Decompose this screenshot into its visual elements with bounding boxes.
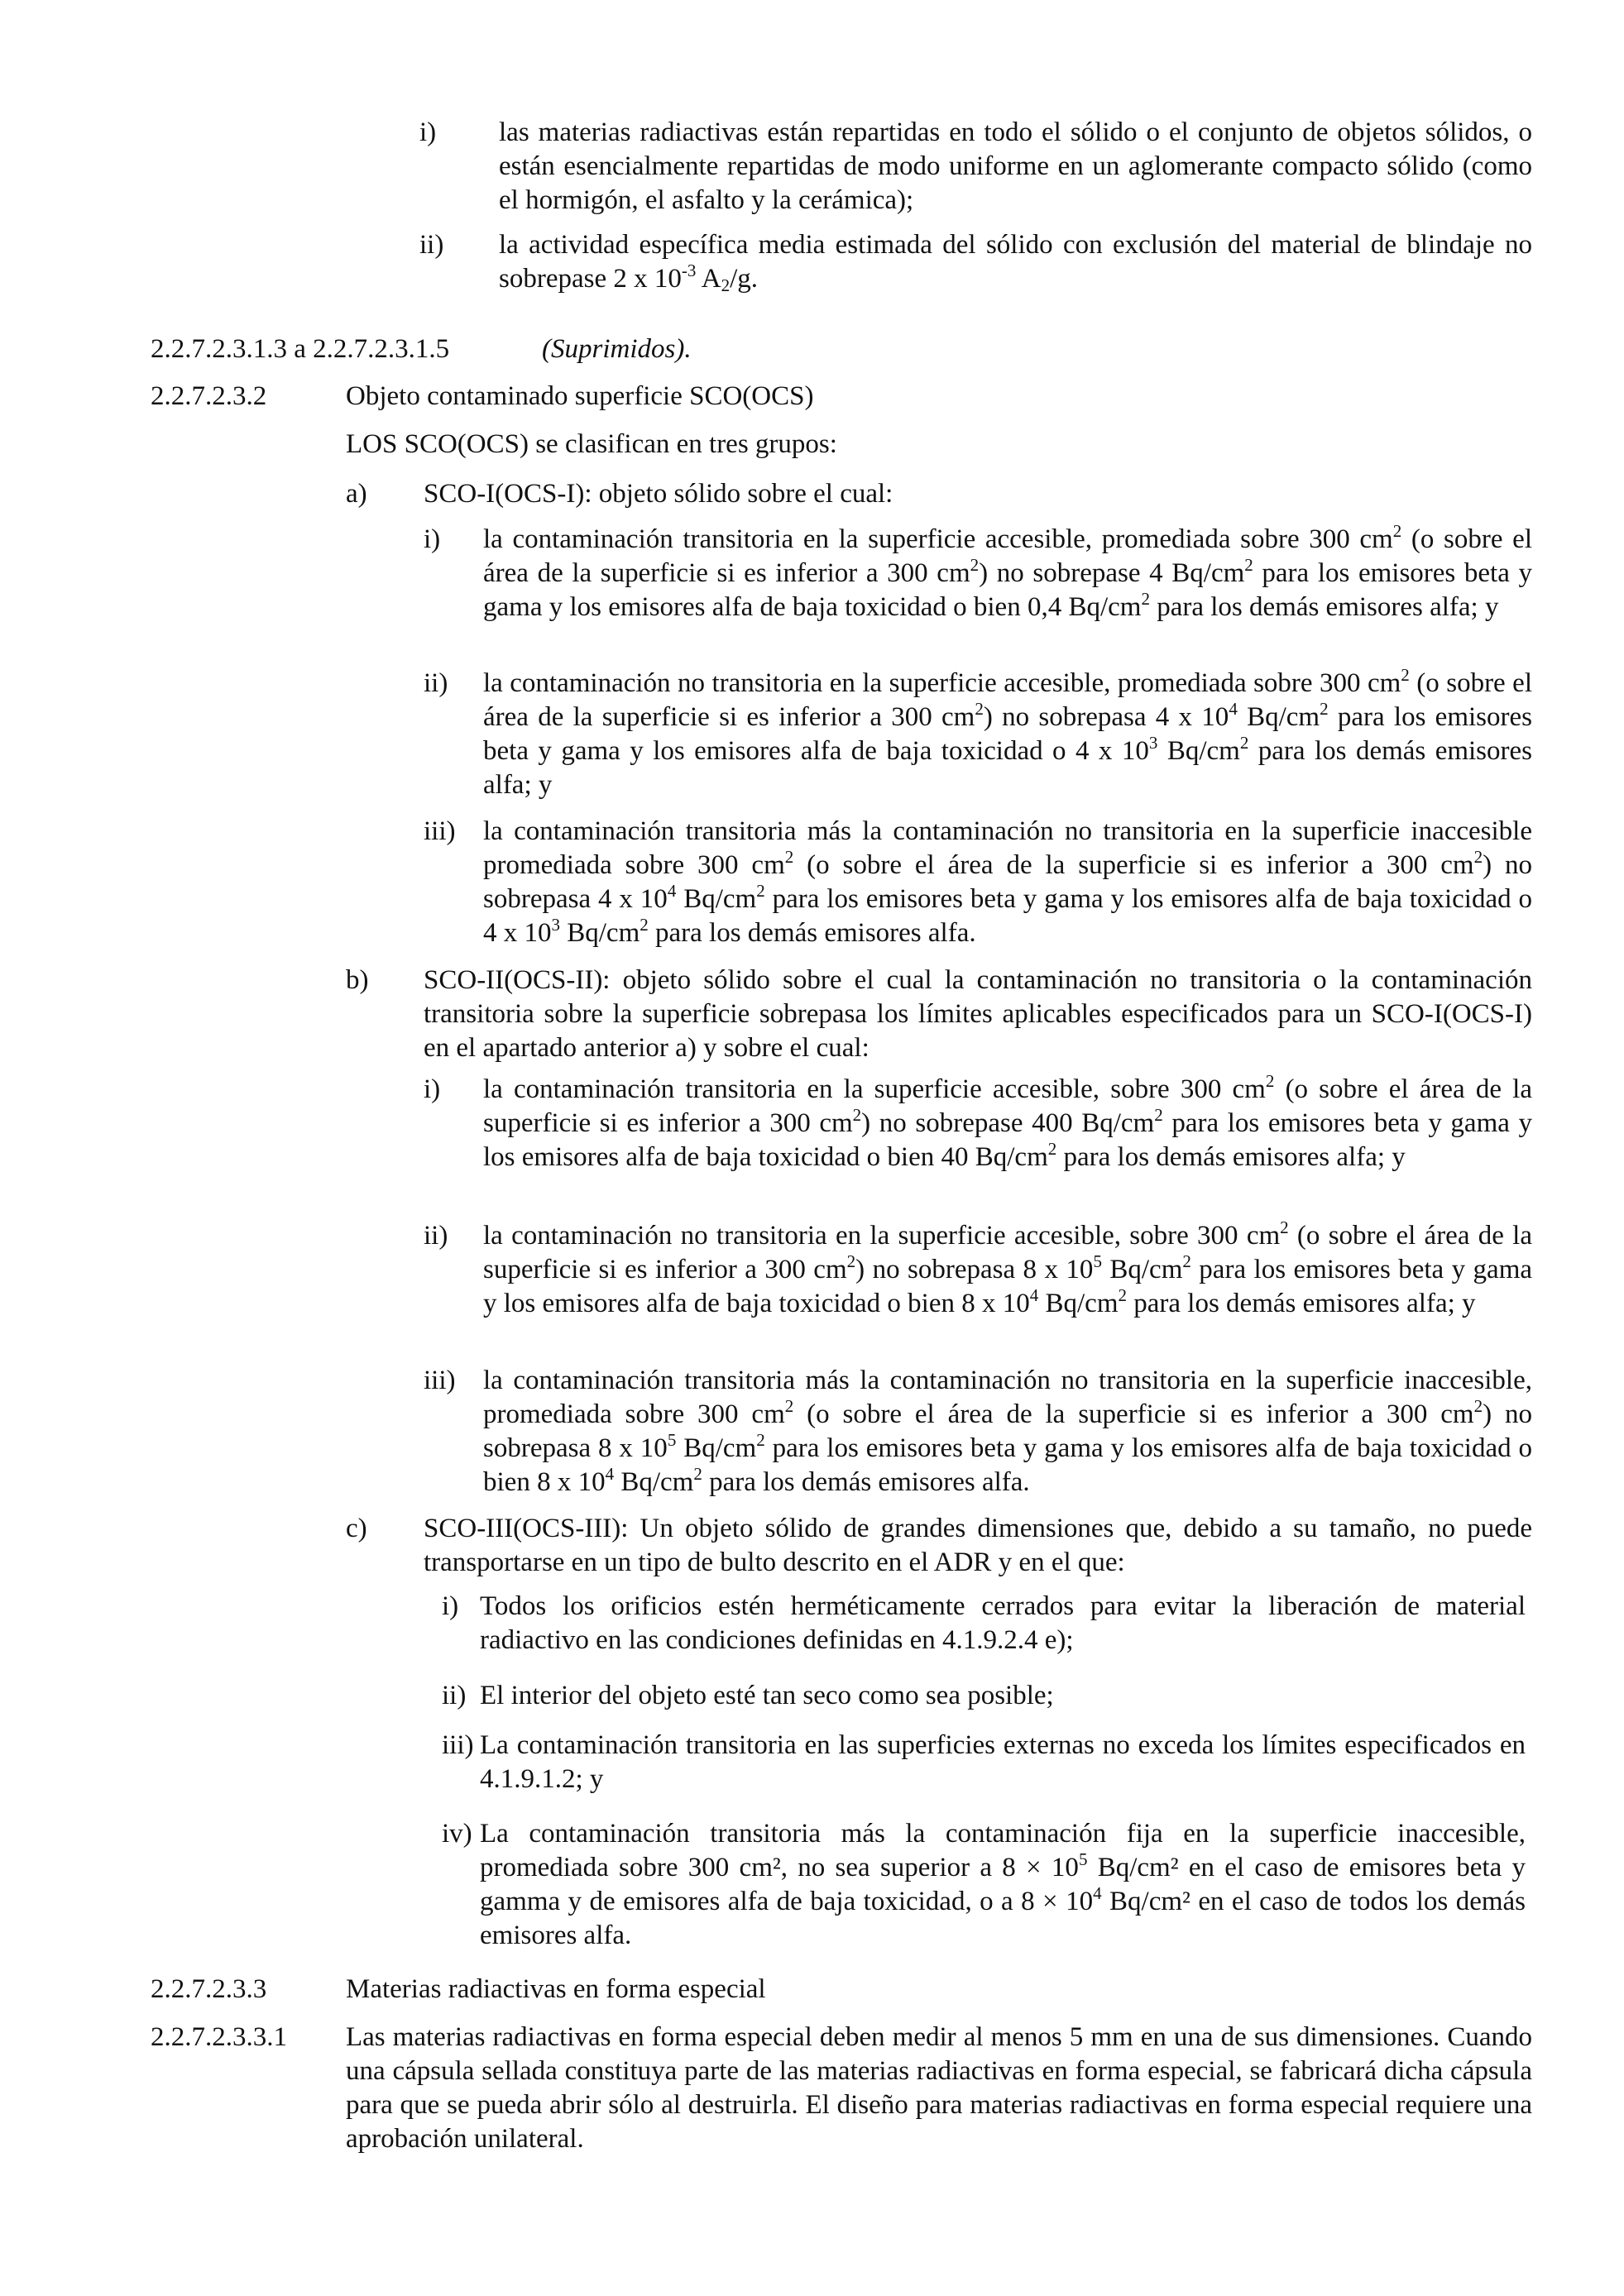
item-text: la contaminación no transitoria en la superficie accesible, promediada sobre 300 $cm^2$ (o sobre el área de la superficie si es inferior a 300 $cm^2$) no sobrepasa 4 x $10^4$ $Bq/cm^2$ para los emisores beta y gama y los emisores alfa de baja toxicidad o 4 x $10^3$ $Bq/cm^2$ para los demás emisores alfa; y bbox=[483, 665, 1533, 800]
item-text: Todos los orificios estén herméticamente cerrados para evitar la liberación de material radiactivo en las condiciones definidas en 4.1.9.2.4 e); bbox=[480, 1591, 1526, 1655]
section-number: 2.2.7.2.3.3 bbox=[151, 1974, 267, 2004]
item-label: ii) bbox=[442, 1681, 467, 1710]
list-item-b-ii bbox=[424, 1219, 1532, 1321]
item-text: SCO-II(OCS-II): objeto sólido sobre el cual la contaminación no transitoria o la contaminación transitoria sobre la superficie sobrepasa los límites aplicables especificados para un SCO-I(OCS-I) en el apartado anterior a) y sobre el cual: bbox=[424, 965, 1532, 1063]
item-label: c) bbox=[346, 1514, 367, 1543]
item-label: ii) bbox=[424, 1221, 448, 1251]
item-text: La contaminación transitoria en las superficies externas no exceda los límites especificados en 4.1.9.1.2; y bbox=[480, 1730, 1526, 1794]
list-item-top-i bbox=[419, 116, 1532, 218]
item-text: El interior del objeto esté tan seco como sea posible; bbox=[480, 1681, 1054, 1710]
item-text: la contaminación transitoria en la superficie accesible, promediada sobre 300 $cm^2$ (o sobre el área de la superficie si es inferior a 300 $cm^2$) no sobrepase 4 $Bq/cm^2$ para los emisores beta y gama y los emisores alfa de baja toxicidad o bien 0,4 $Bq/cm^2$ para los demás emisores alfa; y bbox=[483, 521, 1532, 622]
item-label: i) bbox=[424, 1074, 441, 1104]
list-item-a-ii bbox=[424, 667, 1532, 802]
item-label: i) bbox=[424, 524, 441, 554]
item-text: SCO-III(OCS-III): Un objeto sólido de grandes dimensiones que, debido a su tamaño, no puede transportarse en un tipo de bulto descrito en el ADR y en el que: bbox=[424, 1514, 1532, 1577]
list-item-a bbox=[346, 477, 1532, 511]
list-item-c-ii bbox=[442, 1679, 1526, 1713]
section-number: 2.2.7.2.3.3.1 bbox=[151, 2022, 287, 2052]
list-item-c-i bbox=[442, 1590, 1526, 1657]
item-text: la contaminación transitoria más la contaminación no transitoria en la superficie inaccesible promediada sobre 300 $cm^2$ (o sobre el área de la superficie si es inferior a 300 $cm^2$) no sobrepasa 4 x $10^4$ $Bq/cm^2$ para los emisores beta y gama y los emisores alfa de baja toxicidad o 4 x $10^3$ $Bq/cm^2$ para los demás emisores alfa. bbox=[483, 816, 1532, 948]
item-label: a) bbox=[346, 479, 367, 509]
item-label: iii) bbox=[442, 1730, 474, 1760]
list-item-a-i bbox=[424, 523, 1532, 624]
section-title: Objeto contaminado superficie SCO(OCS) bbox=[346, 381, 814, 411]
item-label: i) bbox=[442, 1591, 459, 1621]
item-text: SCO-I(OCS-I): objeto sólido sobre el cual: bbox=[424, 479, 893, 509]
list-item-a-iii bbox=[424, 815, 1532, 950]
list-item-c-iv bbox=[442, 1817, 1526, 1953]
item-text: la contaminación no transitoria en la superficie accesible, sobre 300 $cm^2$ (o sobre el área de la superficie si es inferior a 300 $cm^2$) no sobrepasa 8 x $10^5$ $Bq/cm^2$ para los emisores beta y gama y los emisores alfa de baja toxicidad o bien 8 x $10^4$ $Bq/cm^2$ para los demás emisores alfa; y bbox=[483, 1217, 1533, 1318]
list-item-c bbox=[346, 1512, 1532, 1580]
item-label: ii) bbox=[424, 668, 448, 698]
list-item-top-ii bbox=[419, 228, 1532, 296]
item-text: la actividad específica media estimada del sólido con exclusión del material de blindaje no sobrepase 2 x $10^{-3}$ $A_2/g$. bbox=[499, 230, 1532, 295]
section-text: Las materias radiactivas en forma especial deben medir al menos 5 mm en una de sus dimensiones. Cuando una cápsula sellada constituya parte de las materias radiactivas en forma especial, se fabricará dicha cápsula para que se pueda abrir sólo al destruirla. El diseño para materias radiactivas en forma especial requiere una aprobación unilateral. bbox=[346, 2022, 1532, 2154]
item-label: iv) bbox=[442, 1819, 472, 1849]
item-label: b) bbox=[346, 965, 369, 995]
item-label: i) bbox=[419, 117, 437, 147]
section-title: Materias radiactivas en forma especial bbox=[346, 1974, 766, 2004]
item-text: la contaminación transitoria más la contaminación no transitoria en la superficie inaccesible, promediada sobre 300 $cm^2$ (o sobre el área de la superficie si es inferior a 300 $cm^2$) no sobrepasa 8 x $10^5$ $Bq/cm^2$ para los emisores beta y gama y los emisores alfa de baja toxicidad o bien 8 x $10^4$ $Bq/cm^2$ para los demás emisores alfa. bbox=[483, 1366, 1532, 1497]
section-text: (Suprimidos). bbox=[542, 334, 692, 364]
section-number: 2.2.7.2.3.1.3 a 2.2.7.2.3.1.5 bbox=[151, 334, 450, 364]
section-intro: LOS SCO(OCS) se clasifican en tres grupos: bbox=[346, 429, 837, 459]
list-item-b-i bbox=[424, 1073, 1532, 1174]
item-label: iii) bbox=[424, 816, 456, 846]
item-text: la contaminación transitoria en la superficie accesible, sobre 300 $cm^2$ (o sobre el área de la superficie si es inferior a 300 $cm^2$) no sobrepase 400 $Bq/cm^2$ para los emisores beta y gama y los emisores alfa de baja toxicidad o bien 40 $Bq/cm^2$ para los demás emisores alfa; y bbox=[483, 1071, 1533, 1172]
list-item-c-iii bbox=[442, 1729, 1526, 1796]
list-item-b-iii bbox=[424, 1364, 1532, 1500]
section-number: 2.2.7.2.3.2 bbox=[151, 381, 267, 411]
item-label: iii) bbox=[424, 1366, 456, 1395]
list-item-b bbox=[346, 964, 1532, 1065]
item-label: ii) bbox=[419, 230, 444, 260]
item-text: las materias radiactivas están repartidas en todo el sólido o el conjunto de objetos sólidos, o están esencialmente repartidas de modo uniforme en un aglomerante compacto sólido (como el hormigón, el asfalto y la cerámica); bbox=[499, 117, 1532, 215]
item-text: La contaminación transitoria más la contaminación fija en la superficie inaccesible, promediada sobre 300 cm², no sea superior a $8 \times 10^5$ Bq/cm² en el caso de emisores beta y gamma y de emisores alfa de baja toxicidad, o a $8 \times 10^4$ Bq/cm² en el caso de todos los demás emisores alfa. bbox=[480, 1819, 1526, 1950]
